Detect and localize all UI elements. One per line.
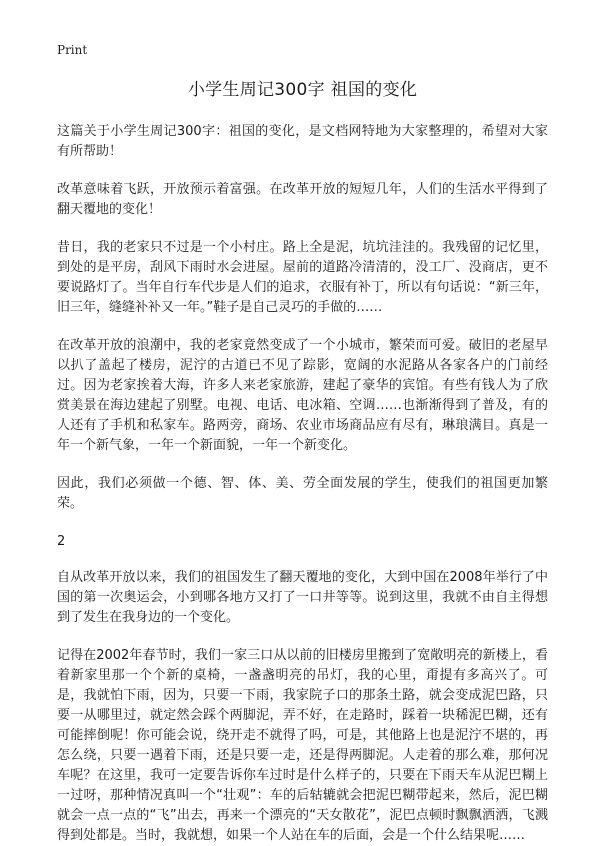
body-paragraph: 昔日，我的老家只不过是一个小村庄。路上全是泥，坑坑洼洼的。我残留的记忆里，到处的是平房，刮风下雨时水会进屋。屋前的道路冷清清的，没工厂、没商店，更不要说路灯了。当年自行车代步是人们的追求，衣服有补丁，所以有句话说：“新三年，旧三年，缝缝补补又一年。”鞋子是自己灵巧的手做的…… — [57, 240, 548, 315]
body-paragraph: 自从改革开放以来，我们的祖国发生了翻天覆地的变化，大到中国在2008年举行了中国的第一次奥运会，小到哪各地方又打了一口井等等。说到这里，我就不由自主得想到了发生在我身边的一个变化。 — [57, 570, 548, 625]
article-body — [57, 122, 548, 846]
article-title: 小学生周记300字 祖国的变化 — [187, 80, 418, 100]
section-number: 2 — [57, 534, 66, 549]
body-paragraph: 因此，我们必须做一个德、智、体、美、劳全面发展的学生，使我们的祖国更加繁荣。 — [57, 476, 548, 511]
intro-paragraph: 这篇关于小学生周记300字：祖国的变化，是文档网特地为大家整理的，希望对大家有所帮助！ — [57, 124, 548, 159]
body-paragraph: 记得在2002年春节时，我们一家三口从以前的旧楼房里搬到了宽敞明亮的新楼上，看着新家里那一个个新的桌椅，一盏盏明亮的吊灯，我的心里，甭提有多高兴了。可是，我就怕下雨，因为，只要一下雨，我家院子口的那条土路，就会变成泥巴路，只要一从哪里过，就定然会踩个两脚泥，弄不好，在走路时，踩着一块稀泥巴糊，还有可能摔倒呢！你可能会说，绕开走不就得了吗，可是，其他路上也是泥泞不堪的，再怎么绕，只要一遇着下雨，还是只要一走，还是得两脚泥。人走着的那么难，那何况车呢？在这里，我可一定要告诉你车过时是什么样子的，只要在下雨天车从泥巴糊上一过呀，那种情况真叫一个“壮观”：车的后轱辘就会把泥巴糊带起来，然后，泥巴糊就会一点一点的“飞”出去，再来一个漂亮的“天女散花”，泥巴点顿时飘飘洒洒，飞溅得到处都是。当时，我就想，如果一个人站在车的后面，会是一个什么结果呢…… — [57, 648, 548, 843]
print-link[interactable]: Print — [57, 43, 88, 57]
body-paragraph: 在改革开放的浪潮中，我的老家竟然变成了一个小城市，繁荣而可爱。破旧的老屋早以扒了盖起了楼房，泥泞的古道已不见了踪影，宽阔的水泥路从各家各户的门前经过。因为老家挨着大海，许多人来老家旅游，建起了豪华的宾馆。有些有钱人为了欣赏美景在海边建起了别墅。电视、电话、电冰箱、空调……也渐渐得到了普及，有的人还有了手机和私家车。路两旁，商场、农业市场商品应有尽有，琳琅满目。真是一年一个新气象，一年一个新面貌，一年一个新变化。 — [57, 338, 548, 453]
body-paragraph: 改革意味着飞跃，开放预示着富强。在改革开放的短短几年，人们的生活水平得到了翻天覆地的变化！ — [57, 182, 548, 217]
